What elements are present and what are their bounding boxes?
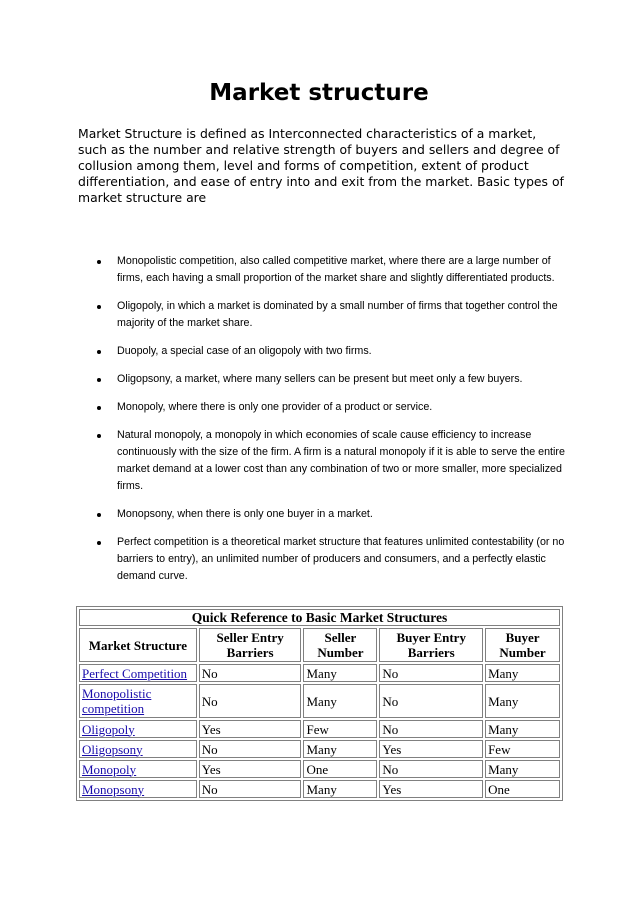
bullet-icon — [97, 350, 101, 354]
table-row — [79, 664, 560, 682]
table-cell: No — [199, 740, 302, 758]
table-cell: Many — [303, 740, 377, 758]
table-row — [79, 740, 560, 758]
table-cell: No — [379, 684, 483, 718]
link-oligopsony[interactable]: Oligopsony — [82, 741, 143, 757]
bullet-icon — [97, 378, 101, 382]
link-oligopoly[interactable]: Oligopoly — [82, 721, 135, 737]
table-cell: Many — [485, 720, 560, 738]
table-cell: No — [199, 664, 302, 682]
table-row — [79, 780, 560, 798]
list-item: Duopoly, a special case of an oligopoly with two firms. — [78, 343, 568, 360]
table-cell: Many — [303, 780, 377, 798]
list-item: Natural monopoly, a monopoly in which economies of scale cause efficiency to increase continuously with the size of the firm. A firm is a natural monopoly if it is able to serve the entire market demand at a lower cost than any combination of two or more smaller, more specialized firms. — [78, 427, 568, 495]
bullet-icon — [97, 541, 101, 545]
table-row — [79, 760, 560, 778]
list-item: Monopolistic competition, also called competitive market, where there are a large number of firms, each having a small proportion of the market share and slightly differentiated products. — [78, 253, 568, 287]
table-cell: Many — [485, 664, 560, 682]
list-item: Monopsony, when there is only one buyer in a market. — [78, 506, 568, 523]
table-cell: Yes — [199, 760, 302, 778]
table-header-row — [79, 628, 560, 662]
link-monopolistic-competition[interactable]: Monopolistic competition — [82, 686, 152, 716]
table-cell: Many — [303, 664, 377, 682]
table-cell: No — [199, 684, 302, 718]
header-buyer-entry-barriers: Buyer Entry Barriers — [379, 628, 483, 662]
table-cell: Yes — [379, 780, 483, 798]
link-monopoly[interactable]: Monopoly — [82, 761, 137, 777]
header-seller-entry-barriers: Seller Entry Barriers — [199, 628, 302, 662]
bullet-icon — [97, 305, 101, 309]
header-buyer-number: Buyer Number — [485, 628, 560, 662]
table-cell: No — [379, 760, 483, 778]
table-row — [79, 684, 560, 718]
table-caption: Quick Reference to Basic Market Structures — [79, 609, 560, 626]
table-cell: Many — [485, 760, 560, 778]
bullet-icon — [97, 513, 101, 517]
table-cell: One — [303, 760, 377, 778]
list-item: Oligopsony, a market, where many sellers can be present but meet only a few buyers. — [78, 371, 568, 388]
header-market-structure: Market Structure — [79, 628, 197, 662]
bullet-icon — [97, 406, 101, 410]
page-title: Market structure — [209, 80, 429, 106]
header-seller-number: Seller Number — [303, 628, 377, 662]
table-cell: Many — [303, 684, 377, 718]
table-cell: Yes — [379, 740, 483, 758]
list-item: Perfect competition is a theoretical market structure that features unlimited contestability (or no barriers to entry), an unlimited number of producers and consumers, and a perfectly elastic demand curve. — [78, 534, 568, 585]
link-perfect-competition[interactable]: Perfect Competition — [82, 665, 188, 681]
list-item: Monopoly, where there is only one provider of a product or service. — [78, 399, 568, 416]
table-cell: Yes — [199, 720, 302, 738]
table-cell: No — [379, 720, 483, 738]
table-cell: Many — [485, 684, 560, 718]
intro-paragraph: Market Structure is defined as Interconnected characteristics of a market, such as the number and relative strength of buyers and sellers and degree of collusion among them, level and forms of competition, extent of product differentiation, and ease of entry into and exit from the market. Basic types of market structure are — [78, 126, 564, 205]
link-monopsony[interactable]: Monopsony — [82, 781, 145, 797]
table-cell: Few — [485, 740, 560, 758]
quick-reference-table — [76, 606, 563, 801]
table-cell: No — [379, 664, 483, 682]
table-cell: No — [199, 780, 302, 798]
table-cell: Few — [303, 720, 377, 738]
table-row — [79, 720, 560, 738]
market-types-list — [78, 253, 568, 596]
list-item: Oligopoly, in which a market is dominated by a small number of firms that together control the majority of the market share. — [78, 298, 568, 332]
bullet-icon — [97, 434, 101, 438]
bullet-icon — [97, 260, 101, 264]
table-cell: One — [485, 780, 560, 798]
